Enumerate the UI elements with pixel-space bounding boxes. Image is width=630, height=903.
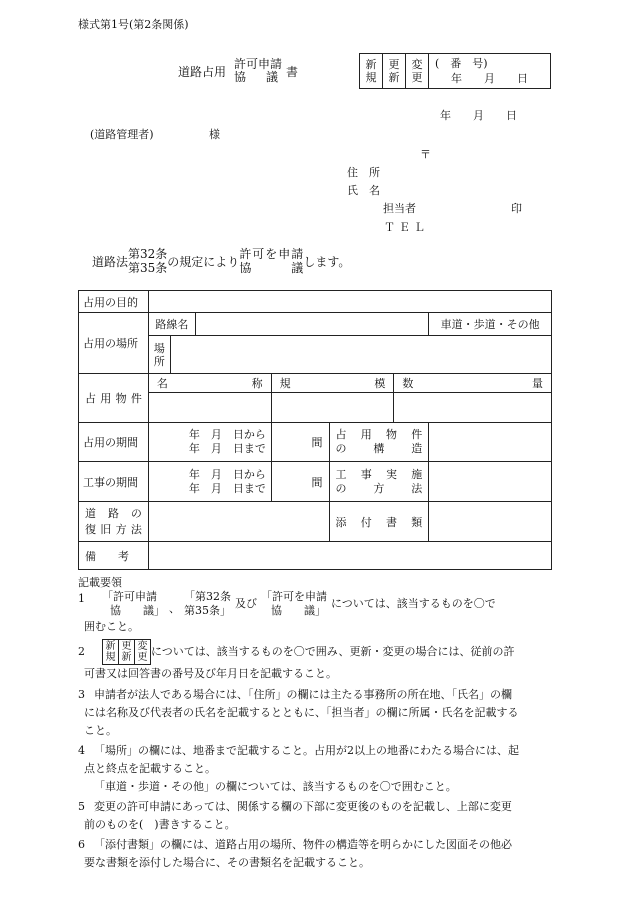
method-value: [429, 462, 552, 502]
address-label: 住 所: [347, 166, 380, 179]
statement-option-apply: 許可を申請: [239, 247, 304, 261]
postal-mark: 〒: [420, 148, 431, 161]
object-label: 占用物件: [85, 392, 142, 405]
restore-value: [148, 502, 329, 542]
col-scale: 規: [279, 377, 291, 390]
location-label: 場: [153, 341, 165, 355]
statement-end: します。: [303, 254, 351, 269]
status-new: 新: [365, 58, 377, 71]
statement-article-35: 第35条: [128, 261, 168, 275]
note-4: 4 「場所」の欄には、地番まで記載すること。占用が2以上の地番にわたる場合には、起 点と終点を記載すること。 「車道・歩道・その他」の欄については、該当するものを〇で囲むこと。: [78, 744, 519, 793]
notes-heading: 記載要領: [78, 576, 122, 589]
structure-label: 占用物件: [335, 428, 423, 441]
period-to: 年 月 日まで: [188, 442, 266, 455]
seal-label: 印: [511, 202, 522, 215]
road-type: 車道・歩道・その他: [429, 313, 552, 336]
construction-unit: 間: [271, 462, 329, 502]
submission-date: 年 月 日: [440, 109, 517, 122]
form-title: [178, 58, 298, 84]
object-scale-value: [271, 393, 394, 423]
note-5: 5 変更の許可申請にあっては、関係する欄の下部に変更後のものを記載し、上部に変更 前のものを( )書きすること。: [78, 800, 512, 831]
recipient: (道路管理者): [90, 128, 154, 141]
note-status-box: 新 規 更 新 変 更: [102, 639, 151, 665]
statement-option-consult: 協 議: [239, 261, 304, 275]
restore-label: 道路の: [85, 506, 142, 520]
status-renew: 更: [388, 58, 400, 71]
tel-label: ＴＥＬ: [384, 221, 429, 234]
col-qty: 数: [402, 377, 414, 390]
note-1: 1 「許可申請 協 議」 、 「第32条 第35条」 及び 「許可を申請 協 議」 については、該当するものを〇で 囲むこと。: [78, 590, 496, 633]
route-value: [195, 313, 428, 336]
place-label: 占用の場所: [79, 313, 149, 374]
statement-middle: の規定により: [167, 254, 240, 269]
name-label: 氏 名: [347, 184, 380, 197]
note-2: 2 新 規 更 新 変 更 については、該当するものを〇で囲み、更新・変更の場合には、従前の許 可書又は回答書の番号及び年月日を記載すること。: [78, 641, 515, 680]
note-3: 3 申請者が法人である場合には、「住所」の欄には主たる事務所の所在地、「氏名」の欄 には名称及び代表者の氏名を記載するとともに、「担当者」の欄に所属・氏名を記載する こと。: [78, 688, 519, 737]
purpose-value: [148, 291, 551, 313]
remarks-label: 備 考: [79, 542, 149, 570]
attach-label: 添付書類: [335, 515, 423, 529]
attach-value: [429, 502, 552, 542]
status-change: 変: [411, 58, 423, 71]
statement-article-32: 第32条: [128, 247, 168, 261]
application-table: 占用の目的 占用の場所 路線名 車道・歩道・その他 場 所 占用物件 名 称 規 模 数 量 占用の期間 年 月 日から 年 月 日まで 間 占用物件 の構造 工事の期間 年 月 日から 年 月 日まで 間 工事実施 の方法 道路の 復旧方法 添付書類 備 考: [78, 290, 552, 570]
status-box: 新 規 更 新 変 更 ( 番 号) 年 月 日: [359, 53, 551, 89]
statement-law: 道路法: [92, 254, 129, 269]
statement: [92, 247, 350, 275]
construction-from: 年 月 日から: [188, 467, 266, 481]
contact-label: 担当者: [383, 202, 416, 215]
structure-value: [429, 423, 552, 462]
title-suffix: 書: [286, 64, 299, 79]
period-label: 占用の期間: [79, 423, 149, 462]
note-6: 6 「添付書類」の欄には、道路占用の場所、物件の構造等を明らかにした図面その他必 要な書類を添付した場合に、その書類名を記載すること。: [78, 838, 512, 869]
period-unit: 間: [271, 423, 329, 462]
location-value: [170, 336, 551, 374]
purpose-label: 占用の目的: [79, 291, 149, 313]
method-label: 工事実施: [335, 467, 423, 481]
period-from: 年 月 日から: [188, 428, 266, 441]
title-prefix: 道路占用: [178, 64, 227, 79]
title-option-apply: 許可申請: [234, 57, 283, 71]
status-number: ( 番 号): [435, 57, 488, 70]
status-date: 年 月 日: [451, 72, 528, 85]
title-option-consult: 協 議: [234, 70, 279, 84]
construction-to: 年 月 日まで: [188, 481, 266, 495]
object-name-value: [148, 393, 271, 423]
form-number: 様式第1号(第2条関係): [78, 18, 189, 31]
route-label: 路線名: [148, 313, 195, 336]
remarks-value: [148, 542, 551, 570]
col-name: 名: [156, 377, 168, 390]
recipient-honorific: 様: [209, 128, 220, 141]
construction-period-label: 工事の期間: [79, 462, 149, 502]
object-qty-value: [394, 393, 552, 423]
